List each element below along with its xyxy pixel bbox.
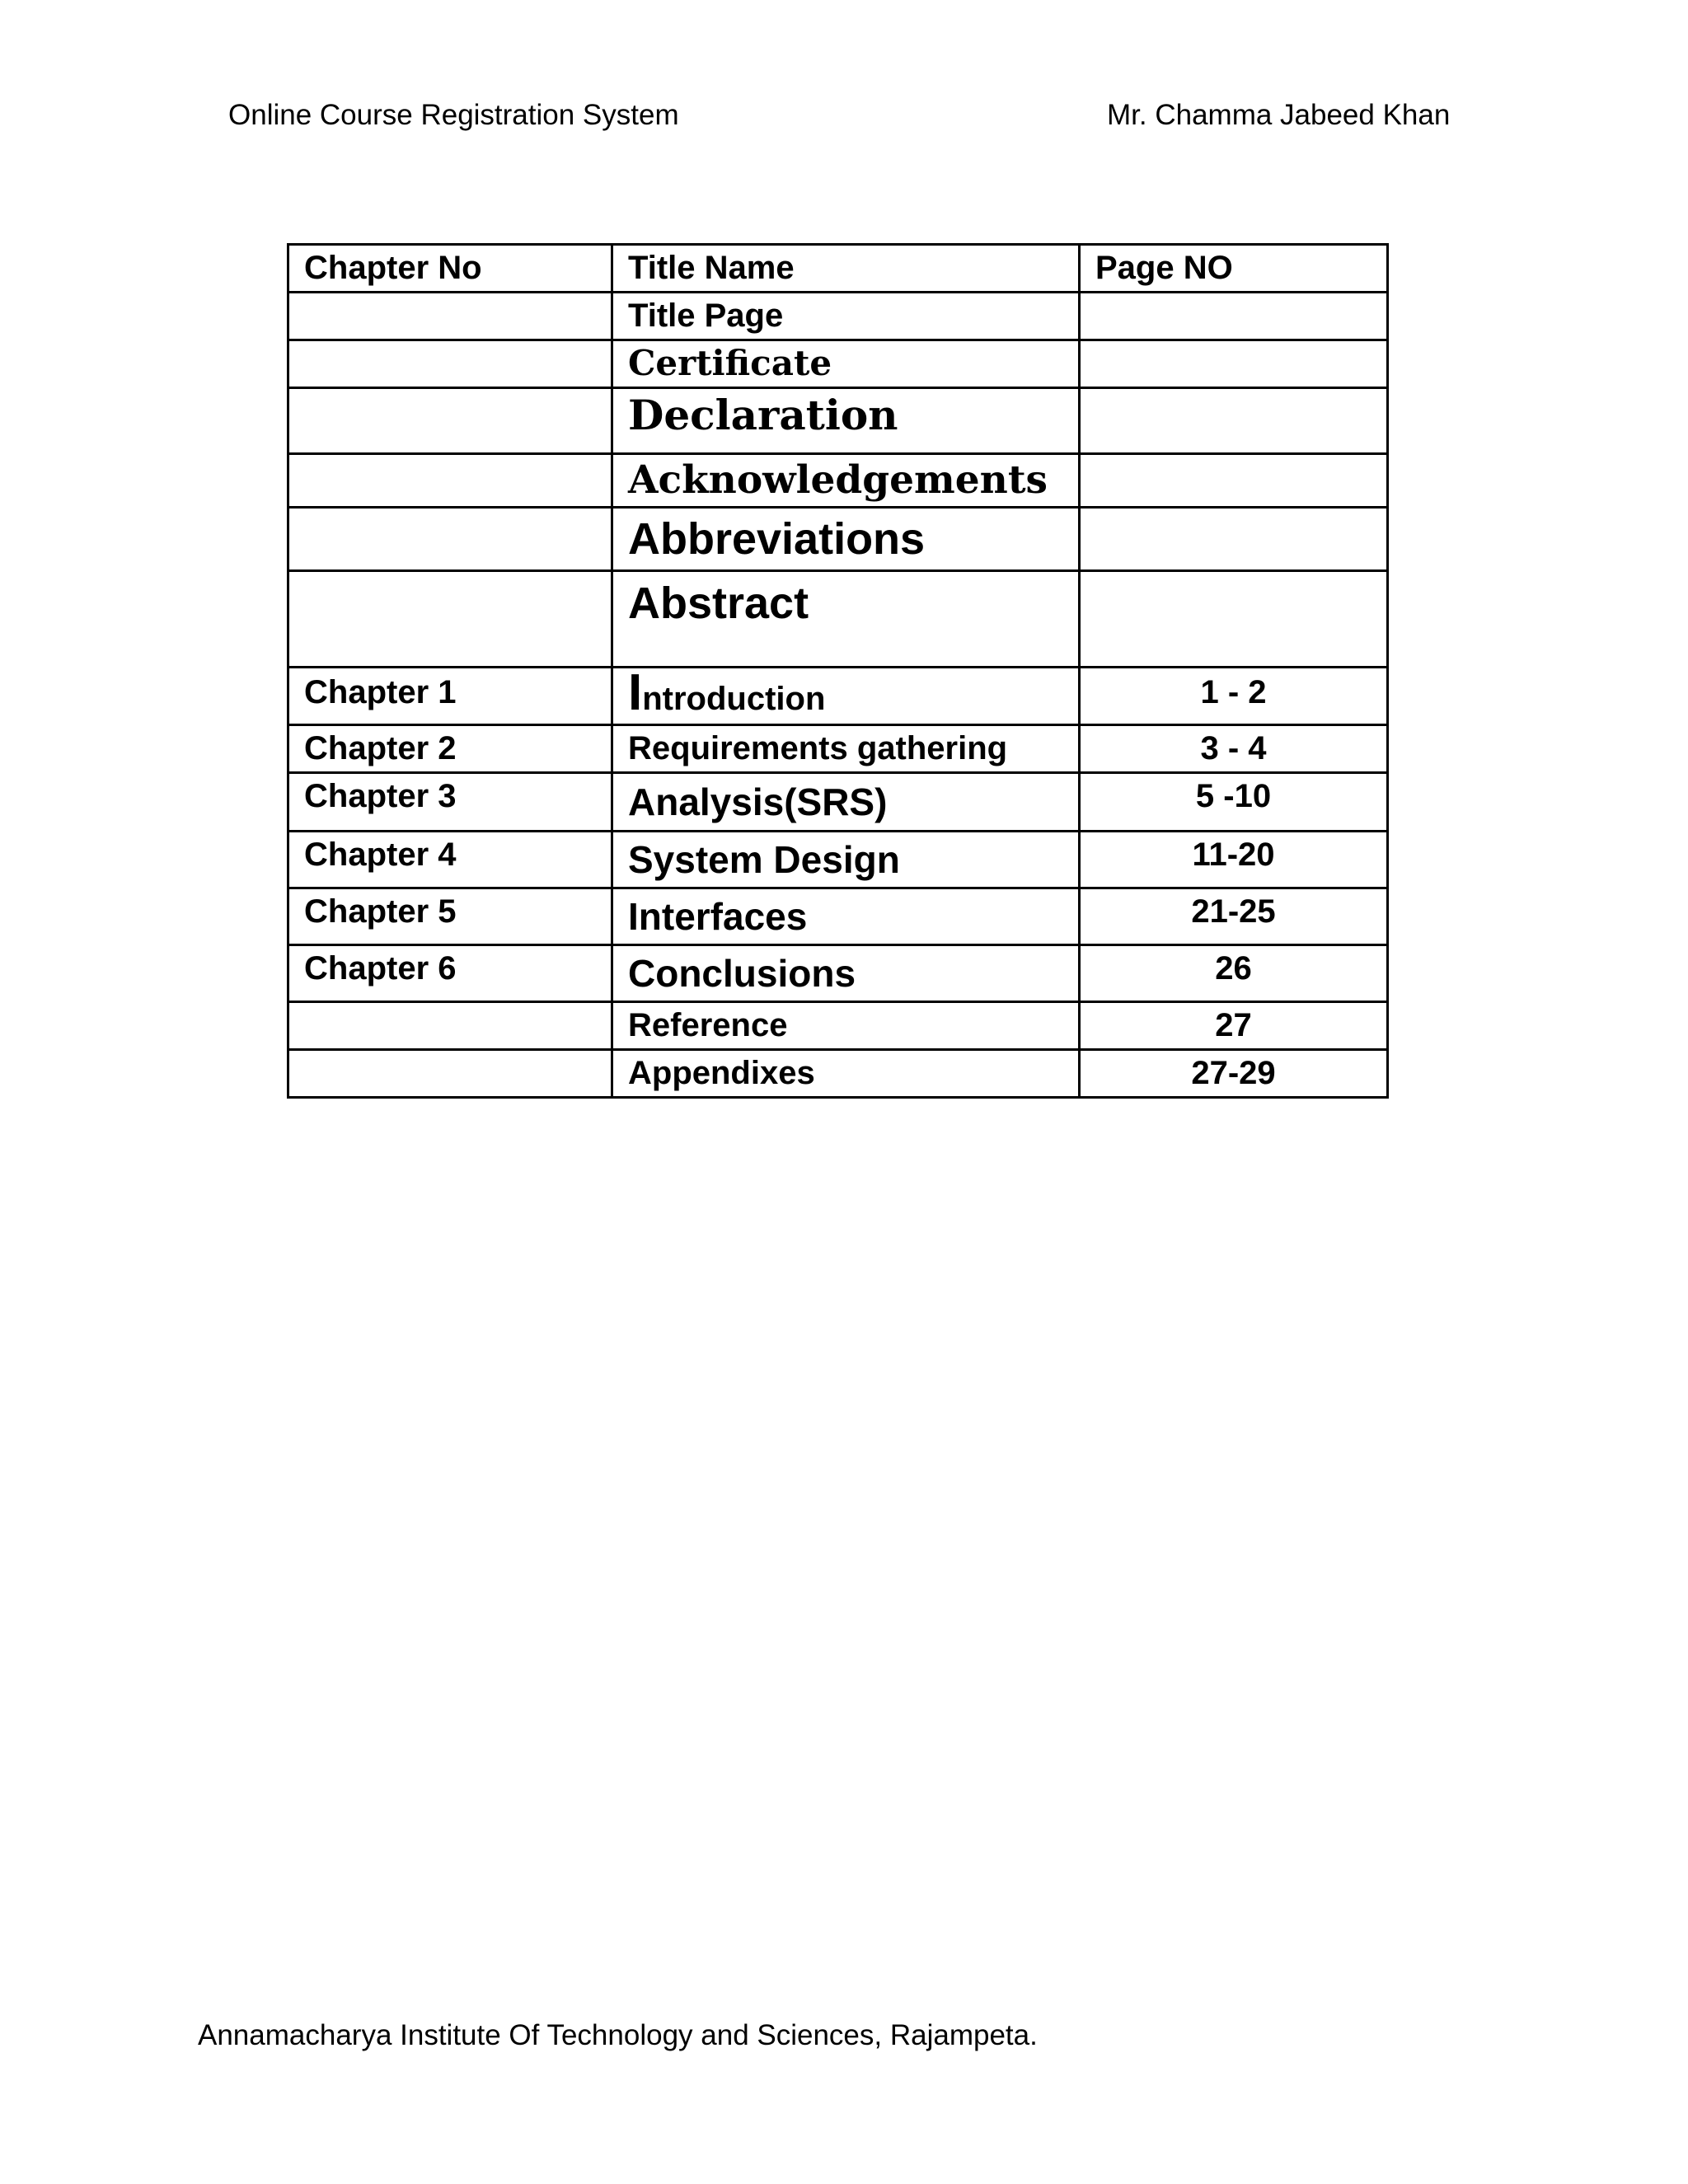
column-header-page-no: Page NO — [1080, 245, 1388, 293]
table-header-row — [288, 245, 1388, 293]
title-rest: ntroduction — [642, 681, 826, 717]
page-cell: 3 - 4 — [1080, 725, 1388, 773]
title-cell: Declaration — [612, 388, 1080, 454]
chapter-cell: Chapter 4 — [288, 832, 612, 888]
title-cell: Certificate — [612, 340, 1080, 388]
table-row — [288, 725, 1388, 773]
page-cell: 11-20 — [1080, 832, 1388, 888]
page-cell — [1080, 388, 1388, 454]
chapter-cell — [288, 508, 612, 571]
title-cell: Requirements gathering — [612, 725, 1080, 773]
page-cell: 27-29 — [1080, 1050, 1388, 1098]
table-row — [288, 293, 1388, 340]
table-row — [288, 832, 1388, 888]
title-cell: Acknowledgements — [612, 454, 1080, 508]
title-cell: Reference — [612, 1002, 1080, 1050]
title-cell: Abbreviations — [612, 508, 1080, 571]
page-cell: 21-25 — [1080, 888, 1388, 945]
chapter-cell: Chapter 6 — [288, 945, 612, 1002]
table-row — [288, 388, 1388, 454]
table-row — [288, 340, 1388, 388]
table-row — [288, 571, 1388, 668]
chapter-cell — [288, 340, 612, 388]
chapter-cell: Chapter 5 — [288, 888, 612, 945]
chapter-cell — [288, 1002, 612, 1050]
title-cell: Appendixes — [612, 1050, 1080, 1098]
column-header-title-name: Title Name — [612, 245, 1080, 293]
page-cell — [1080, 293, 1388, 340]
table-row — [288, 888, 1388, 945]
page-cell: 26 — [1080, 945, 1388, 1002]
header-document-title: Online Course Registration System — [228, 99, 679, 131]
title-cell: Interfaces — [612, 888, 1080, 945]
table-row — [288, 668, 1388, 725]
title-cell: Abstract — [612, 571, 1080, 668]
table-row — [288, 454, 1388, 508]
page-cell: 27 — [1080, 1002, 1388, 1050]
table-row — [288, 773, 1388, 832]
page-cell — [1080, 571, 1388, 668]
table-row — [288, 945, 1388, 1002]
title-cell: Conclusions — [612, 945, 1080, 1002]
header-author-name: Mr. Chamma Jabeed Khan — [1107, 99, 1451, 131]
page-cell — [1080, 454, 1388, 508]
footer-institution: Annamacharya Institute Of Technology and Sciences, Rajampeta. — [198, 2019, 1038, 2051]
chapter-cell — [288, 293, 612, 340]
title-cell: System Design — [612, 832, 1080, 888]
chapter-cell: Chapter 1 — [288, 668, 612, 725]
chapter-cell: Chapter 2 — [288, 725, 612, 773]
chapter-cell — [288, 388, 612, 454]
page-cell: 5 -10 — [1080, 773, 1388, 832]
table-row — [288, 508, 1388, 571]
title-cell: Title Page — [612, 293, 1080, 340]
table-of-contents — [287, 243, 1389, 1099]
column-header-chapter-no: Chapter No — [288, 245, 612, 293]
chapter-cell — [288, 454, 612, 508]
title-cell: Analysis(SRS) — [612, 773, 1080, 832]
table-row — [288, 1002, 1388, 1050]
page-cell — [1080, 340, 1388, 388]
title-cell — [612, 668, 1080, 725]
title-initial: I — [628, 667, 643, 721]
page-cell — [1080, 508, 1388, 571]
page-cell: 1 - 2 — [1080, 668, 1388, 725]
chapter-cell — [288, 571, 612, 668]
chapter-cell — [288, 1050, 612, 1098]
table-row — [288, 1050, 1388, 1098]
chapter-cell: Chapter 3 — [288, 773, 612, 832]
